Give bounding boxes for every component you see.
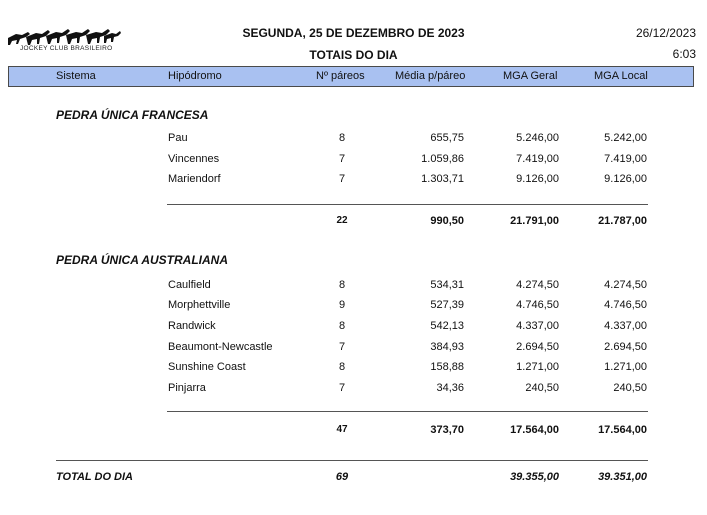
table-row xyxy=(0,341,707,361)
cell-mga-local: 9.126,00 xyxy=(604,173,647,185)
cell-mga-geral: 2.694,50 xyxy=(516,341,559,353)
cell-mga-local: 240,50 xyxy=(613,382,647,394)
table-row xyxy=(0,320,707,340)
cell-mga-local: 1.271,00 xyxy=(604,361,647,373)
subtotal-npareos: 47 xyxy=(336,424,348,435)
table-row xyxy=(0,132,707,152)
table-row xyxy=(0,279,707,299)
subtotal-mga-geral: 17.564,00 xyxy=(510,424,559,436)
cell-npareos: 8 xyxy=(338,279,346,291)
cell-media: 1.303,71 xyxy=(421,173,464,185)
cell-mga-local: 2.694,50 xyxy=(604,341,647,353)
cell-hipodromo: Randwick xyxy=(168,320,216,332)
subtotal-row xyxy=(0,424,707,444)
cell-npareos: 7 xyxy=(338,173,346,185)
cell-mga-geral: 7.419,00 xyxy=(516,153,559,165)
cell-media: 527,39 xyxy=(430,299,464,311)
print-date: 26/12/2023 xyxy=(635,26,696,40)
cell-npareos: 7 xyxy=(338,153,346,165)
section-title: PEDRA ÚNICA FRANCESA xyxy=(56,108,209,122)
subtotal-npareos: 22 xyxy=(336,215,348,226)
cell-hipodromo: Pau xyxy=(168,132,188,144)
grand-total-mga-geral: 39.355,00 xyxy=(510,471,559,483)
cell-media: 384,93 xyxy=(430,341,464,353)
cell-media: 1.059,86 xyxy=(421,153,464,165)
cell-hipodromo: Beaumont-Newcastle xyxy=(168,341,273,353)
table-row xyxy=(0,173,707,193)
cell-mga-local: 4.274,50 xyxy=(604,279,647,291)
cell-mga-local: 4.746,50 xyxy=(604,299,647,311)
subtotal-mga-geral: 21.791,00 xyxy=(510,215,559,227)
col-media: Média p/páreo xyxy=(395,70,466,82)
cell-mga-local: 4.337,00 xyxy=(604,320,647,332)
print-time: 6:03 xyxy=(672,47,696,61)
subtotal-media: 373,70 xyxy=(430,424,464,436)
cell-npareos: 8 xyxy=(338,361,346,373)
cell-mga-geral: 4.274,50 xyxy=(516,279,559,291)
cell-media: 655,75 xyxy=(430,132,464,144)
grand-total-divider xyxy=(56,460,648,461)
cell-mga-local: 5.242,00 xyxy=(604,132,647,144)
cell-hipodromo: Mariendorf xyxy=(168,173,221,185)
table-row xyxy=(0,361,707,381)
cell-media: 534,31 xyxy=(430,279,464,291)
cell-mga-local: 7.419,00 xyxy=(604,153,647,165)
grand-total-label: TOTAL DO DIA xyxy=(56,471,133,483)
table-row xyxy=(0,153,707,173)
cell-hipodromo: Vincennes xyxy=(168,153,220,165)
cell-mga-geral: 4.746,50 xyxy=(516,299,559,311)
table-row xyxy=(0,382,707,402)
subtotal-row xyxy=(0,215,707,235)
report-title: SEGUNDA, 25 DE DEZEMBRO DE 2023 xyxy=(242,26,465,40)
cell-media: 542,13 xyxy=(430,320,464,332)
grand-total-mga-local: 39.351,00 xyxy=(598,471,647,483)
grand-total-npareos: 69 xyxy=(335,471,349,483)
cell-mga-geral: 1.271,00 xyxy=(516,361,559,373)
cell-hipodromo: Sunshine Coast xyxy=(168,361,246,373)
section-title: PEDRA ÚNICA AUSTRALIANA xyxy=(56,253,228,267)
col-mga-geral: MGA Geral xyxy=(503,70,558,82)
cell-mga-geral: 9.126,00 xyxy=(516,173,559,185)
subtotal-mga-local: 17.564,00 xyxy=(598,424,647,436)
cell-media: 158,88 xyxy=(430,361,464,373)
col-sistema: Sistema xyxy=(56,70,96,82)
subtotal-media: 990,50 xyxy=(430,215,464,227)
cell-mga-geral: 5.246,00 xyxy=(516,132,559,144)
cell-mga-geral: 4.337,00 xyxy=(516,320,559,332)
cell-hipodromo: Pinjarra xyxy=(168,382,206,394)
subtotal-divider xyxy=(167,204,648,205)
report-subtitle: TOTAIS DO DIA xyxy=(309,48,398,62)
cell-npareos: 9 xyxy=(338,299,346,311)
grand-total-row xyxy=(0,471,707,491)
cell-npareos: 7 xyxy=(338,341,346,353)
cell-mga-geral: 240,50 xyxy=(525,382,559,394)
cell-hipodromo: Morphettville xyxy=(168,299,231,311)
cell-npareos: 8 xyxy=(338,320,346,332)
col-hipodromo: Hipódromo xyxy=(168,70,222,82)
cell-media: 34,36 xyxy=(436,382,464,394)
cell-npareos: 8 xyxy=(338,132,346,144)
subtotal-divider xyxy=(167,411,648,412)
table-row xyxy=(0,299,707,319)
subtotal-mga-local: 21.787,00 xyxy=(598,215,647,227)
logo-text: JOCKEY CLUB BRASILEIRO xyxy=(20,45,113,52)
col-npareos: Nº páreos xyxy=(316,70,365,82)
cell-hipodromo: Caulfield xyxy=(168,279,211,291)
col-mga-local: MGA Local xyxy=(594,70,648,82)
cell-npareos: 7 xyxy=(338,382,346,394)
